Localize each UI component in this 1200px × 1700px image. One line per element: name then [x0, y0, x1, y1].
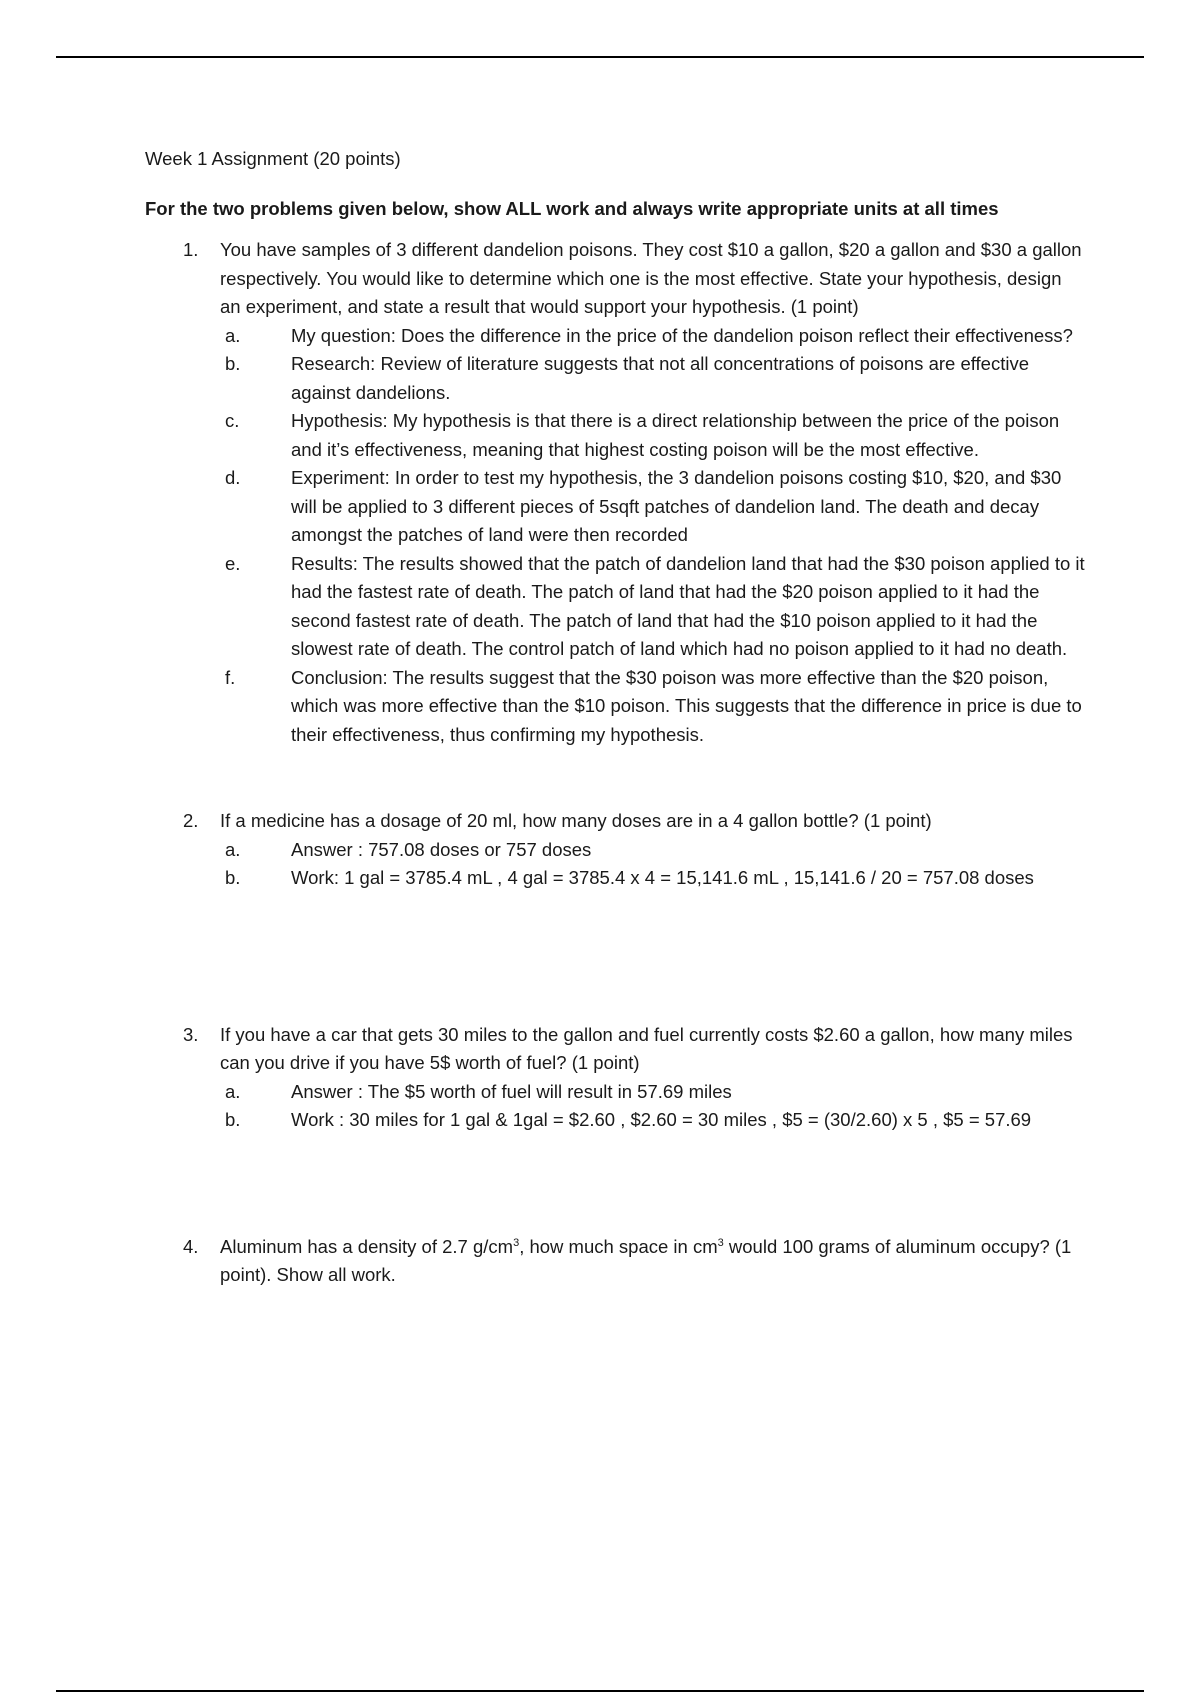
assignment-title: Week 1 Assignment (20 points)	[145, 148, 401, 169]
list-item	[219, 864, 1085, 893]
item-text: Answer : 757.08 doses or 757 doses	[291, 838, 592, 860]
question-text-part: , how much space in cm	[519, 1235, 718, 1257]
question-text-part: would 100 grams of aluminum occupy? (1 point). Show all work.	[220, 1235, 1072, 1285]
question-2	[145, 807, 1085, 893]
item-text: Answer : The $5 worth of fuel will result in 57.69 miles	[291, 1080, 732, 1102]
list-item	[219, 836, 1085, 865]
question-number: 4.	[183, 1235, 199, 1257]
item-letter: e.	[225, 552, 241, 574]
question-number: 1.	[183, 239, 199, 260]
list-item	[219, 1078, 1085, 1107]
item-letter: c.	[225, 410, 240, 431]
superscript: 3	[513, 1236, 520, 1249]
footer-rule	[56, 1690, 1144, 1692]
question-1	[145, 236, 1085, 749]
item-letter: a.	[225, 324, 241, 346]
item-letter: b.	[225, 353, 241, 374]
instructions: For the two problems given below, show ALL work and always write appropriate units at all times	[145, 198, 999, 219]
document-body	[145, 146, 1085, 1290]
item-text: My question: Does the difference in the price of the dandelion poison reflect their effectiveness?	[291, 324, 1073, 346]
list-item	[219, 407, 1085, 464]
item-text: Hypothesis: My hypothesis is that there is a direct relationship between the price of the poison and it’s effectiveness, meaning that highest costing poison will be the most effective.	[291, 410, 1060, 460]
list-item	[219, 322, 1085, 351]
superscript: 3	[717, 1236, 724, 1249]
question-text: If a medicine has a dosage of 20 ml, how many doses are in a 4 gallon bottle? (1 point)	[220, 810, 932, 831]
list-item	[219, 350, 1085, 407]
item-text: Work: 1 gal = 3785.4 mL , 4 gal = 3785.4 x 4 = 15,141.6 mL , 15,141.6 / 20 = 757.08 doses	[291, 867, 1034, 888]
item-text: Research: Review of literature suggests that not all concentrations of poisons are effective against dandelions.	[291, 353, 1030, 403]
question-4	[145, 1233, 1085, 1290]
question-text-part: Aluminum has a density of 2.7 g/cm	[220, 1235, 514, 1257]
list-item	[219, 664, 1085, 750]
question-text	[220, 1233, 1085, 1290]
question-3	[145, 1021, 1085, 1135]
list-item	[219, 1106, 1085, 1135]
question-number: 2.	[183, 810, 199, 831]
list-item	[219, 550, 1085, 664]
item-text: Experiment: In order to test my hypothesis, the 3 dandelion poisons costing $10, $20, and $30 will be applied to 3 different pieces of 5sqft patches of dandelion land. The death and decay amongst the patches of land were then recorded	[291, 467, 1062, 545]
item-text: Conclusion: The results suggest that the $30 poison was more effective than the $20 poison, which was more effective than the $10 poison. This suggests that the difference in price is due to their effectiveness, thus confirming my hypothesis.	[291, 666, 1082, 745]
item-letter: f.	[225, 666, 236, 688]
header-rule	[56, 56, 1144, 58]
question-text: You have samples of 3 different dandelion poisons. They cost $10 a gallon, $20 a gallon and $30 a gallon respectively. You would like to determine which one is the most effective. State your hypothesis, design an experiment, and state a result that would support your hypothesis. (1 point)	[220, 239, 1082, 317]
question-number: 3.	[183, 1023, 199, 1045]
item-letter: d.	[225, 467, 241, 488]
item-letter: b.	[225, 1109, 241, 1130]
item-letter: a.	[225, 1080, 241, 1102]
question-text: If you have a car that gets 30 miles to the gallon and fuel currently costs $2.60 a gallon, how many miles can you drive if you have 5$ worth of fuel? (1 point)	[220, 1023, 1073, 1073]
item-letter: a.	[225, 838, 241, 860]
item-letter: b.	[225, 867, 241, 888]
item-text: Results: The results showed that the patch of dandelion land that had the $30 poison applied to it had the fastest rate of death. The patch of land that had the $20 poison applied to it had the second fastest rate of death. The patch of land that had the $10 poison applied to it had the slowest rate of death. The control patch of land which had no poison applied to it had no death.	[291, 552, 1085, 659]
list-item	[219, 464, 1085, 550]
item-text: Work : 30 miles for 1 gal & 1gal = $2.60 , $2.60 = 30 miles , $5 = (30/2.60) x 5 , $5 = 57.69	[291, 1109, 1032, 1130]
